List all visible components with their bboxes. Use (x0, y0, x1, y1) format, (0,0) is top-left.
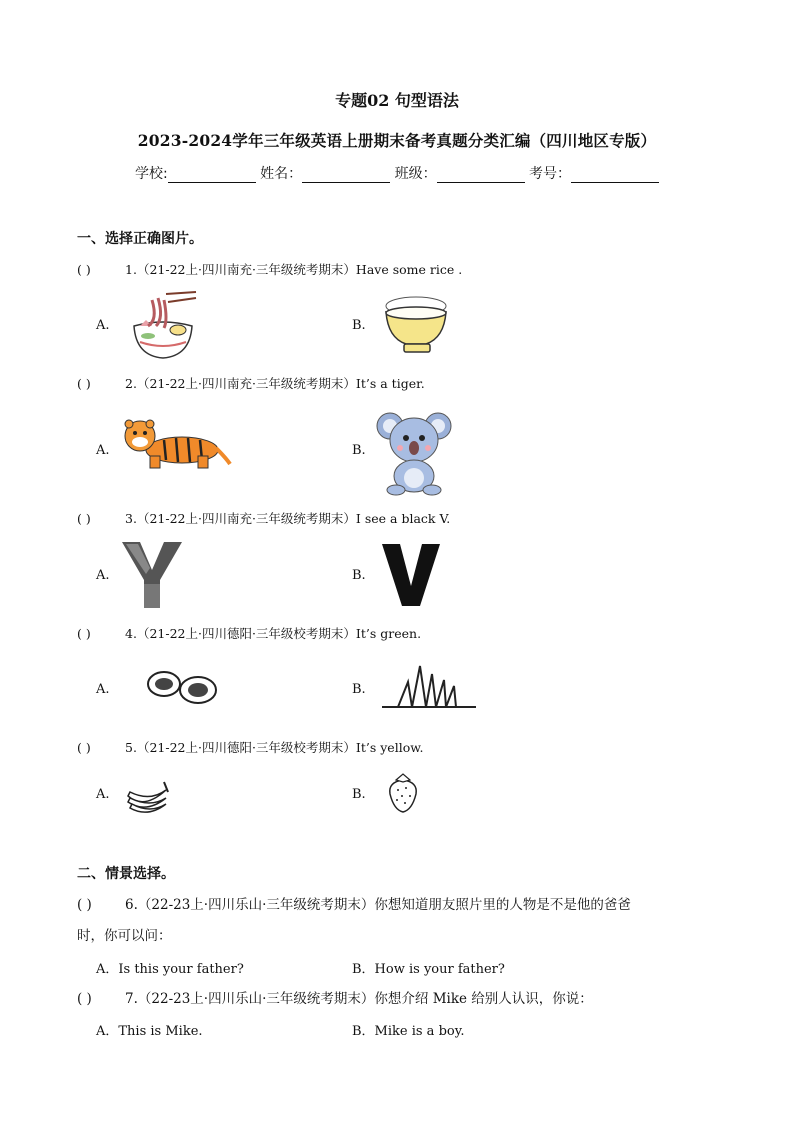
student-info-line (0, 163, 794, 183)
question-text: It’s a tiger. (355, 376, 425, 391)
option-b-label: B. (352, 318, 366, 333)
question-1 (77, 260, 462, 278)
option-a-text[interactable]: A．This is Mike. (96, 1024, 203, 1039)
question-2 (77, 374, 425, 392)
class-label: 班级： (394, 166, 437, 182)
question-text: 你想介绍 Mike 给别人认识，你说： (374, 991, 593, 1007)
option-a-label: A. (96, 443, 110, 458)
page-title: 专题02 句型语法 (335, 91, 459, 110)
answer-paren[interactable]: ( ) (77, 740, 91, 755)
letter-y-image[interactable] (120, 540, 184, 610)
answer-paren[interactable]: ( ) (77, 511, 91, 526)
tiger-image[interactable] (120, 418, 232, 472)
question-text: Have some rice . (355, 262, 463, 277)
answer-paren[interactable]: ( ) (77, 897, 92, 913)
question-number: 3. (125, 511, 137, 526)
school-label: 学校: (134, 166, 168, 182)
question-source: （21-22上·四川南充·三年级统考期末） (136, 262, 356, 277)
question-6-continued: 时，你可以问： (77, 928, 172, 944)
rice-bowl-image[interactable] (380, 292, 454, 358)
option-a-label: A. (96, 682, 110, 697)
question-source: （22-23上·四川乐山·三年级统考期末） (137, 991, 375, 1007)
koala-image[interactable] (376, 404, 452, 496)
question-text: 你想知道朋友照片里的人物是不是他的爸爸 (374, 897, 631, 913)
number-blank[interactable] (571, 168, 659, 183)
question-number: 4. (125, 626, 137, 641)
noodles-bowl-image[interactable] (128, 290, 198, 362)
answer-paren[interactable]: ( ) (77, 626, 91, 641)
option-b-text[interactable]: B．Mike is a boy. (352, 1024, 465, 1039)
question-6 (77, 893, 631, 913)
question-number: 5. (125, 740, 137, 755)
question-number: 1. (125, 262, 137, 277)
number-label: 考号： (529, 166, 572, 182)
option-a-label: A. (96, 787, 110, 802)
option-a-label: A. (96, 568, 110, 583)
school-blank[interactable] (168, 168, 256, 183)
question-3 (77, 509, 450, 527)
coconut-halves-image[interactable] (146, 668, 220, 706)
bananas-image[interactable] (124, 774, 170, 814)
question-number: 6. (125, 897, 138, 913)
option-a-label: A. (96, 318, 110, 333)
strawberry-image[interactable] (386, 770, 420, 814)
question-source: （21-22上·四川德阳·三年级校考期末） (136, 626, 356, 641)
question-number: 7. (125, 991, 138, 1007)
option-a-text[interactable]: A．Is this your father? (96, 962, 244, 977)
question-source: （22-23上·四川乐山·三年级统考期末） (137, 897, 375, 913)
question-text: It’s green. (355, 626, 422, 641)
option-b-label: B. (352, 787, 366, 802)
grass-image[interactable] (380, 664, 478, 710)
class-blank[interactable] (437, 168, 525, 183)
section-heading-2: 二、情景选择。 (77, 866, 175, 882)
question-4 (77, 624, 421, 642)
name-label: 姓名： (260, 166, 303, 182)
answer-paren[interactable]: ( ) (77, 991, 92, 1007)
question-source: （21-22上·四川南充·三年级统考期末） (136, 376, 356, 391)
answer-paren[interactable]: ( ) (77, 262, 91, 277)
question-7 (77, 987, 593, 1007)
letter-v-image[interactable] (380, 542, 442, 608)
question-source: （21-22上·四川德阳·三年级校考期末） (136, 740, 356, 755)
name-blank[interactable] (302, 168, 390, 183)
question-text: It’s yellow. (355, 740, 424, 755)
question-source: （21-22上·四川南充·三年级统考期末） (136, 511, 356, 526)
option-b-text[interactable]: B．How is your father? (352, 962, 505, 977)
option-b-label: B. (352, 443, 366, 458)
page-subtitle: 2023-2024学年三年级英语上册期末备考真题分类汇编（四川地区专版） (137, 131, 657, 150)
answer-paren[interactable]: ( ) (77, 376, 91, 391)
question-text: I see a black V. (355, 511, 451, 526)
option-b-label: B. (352, 682, 366, 697)
section-heading-1: 一、选择正确图片。 (77, 231, 203, 247)
question-5 (77, 738, 423, 756)
option-b-label: B. (352, 568, 366, 583)
question-number: 2. (125, 376, 137, 391)
